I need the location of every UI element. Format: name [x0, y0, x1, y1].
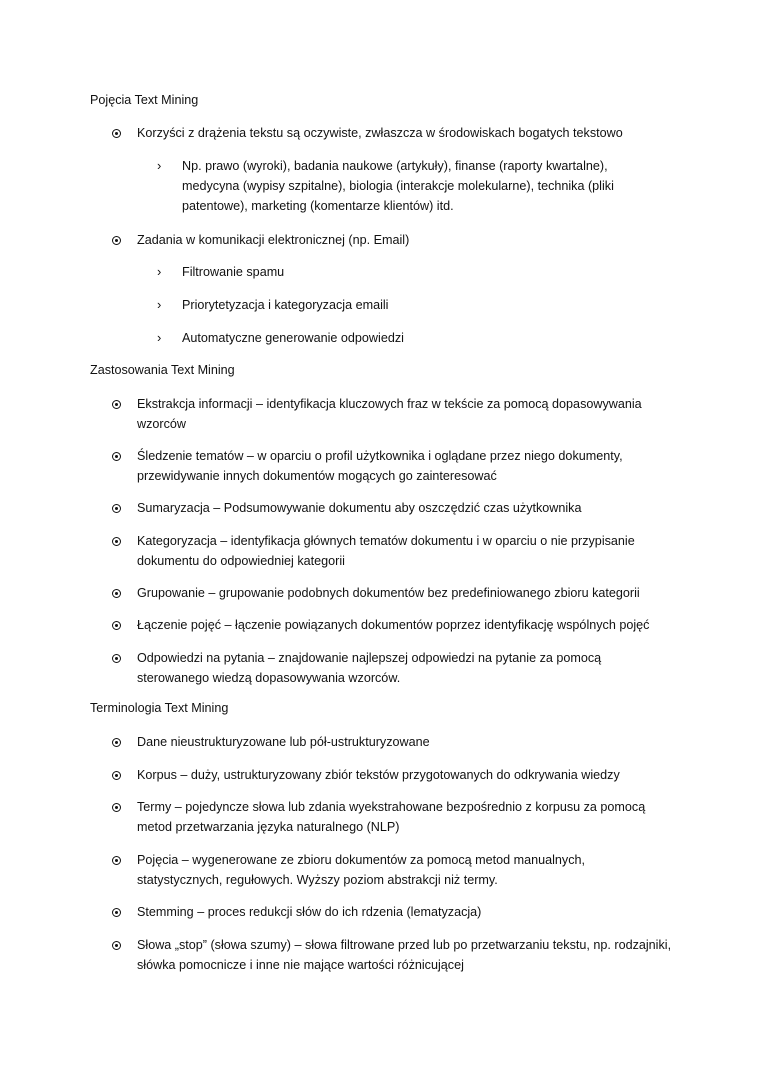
chevron-right-icon: › [157, 158, 162, 173]
list-item-text: Stemming – proces redukcji słów do ich rdzenia (lematyzacja) [137, 905, 482, 919]
bullet-circle-icon [112, 654, 121, 663]
bullet-circle-icon [112, 856, 121, 865]
section-heading: Zastosowania Text Mining [90, 363, 235, 377]
list-item-text: Sumaryzacja – Podsumowywanie dokumentu aby oszczędzić czas użytkownika [137, 501, 582, 515]
sub-list-item-text: Automatyczne generowanie odpowiedzi [182, 331, 404, 345]
list-item-text: Pojęcia – wygenerowane ze zbioru dokumentów za pomocą metod manualnych, statystycznych, regułowych. Wyższy poziom abstrakcji niż termy. [137, 853, 586, 887]
bullet-circle-icon [112, 400, 121, 409]
bullet-circle-icon [112, 621, 121, 630]
list-item-text: Dane nieustrukturyzowane lub pół-ustrukturyzowane [137, 735, 430, 749]
bullet-circle-icon [112, 129, 121, 138]
chevron-right-icon: › [157, 264, 162, 279]
list-item-text: Ekstrakcja informacji – identyfikacja kluczowych fraz w tekście za pomocą dopasowywania wzorców [137, 397, 642, 431]
sub-list-item-text: Np. prawo (wyroki), badania naukowe (artykuły), finanse (raporty kwartalne), medycyna (wypisy szpitalne), biologia (interakcje molekularne), technika (pliki patentowe), marketing (komentarze klientów) itd. [182, 159, 614, 213]
list-item-text: Odpowiedzi na pytania – znajdowanie najlepszej odpowiedzi na pytanie za pomocą sterowanego wiedzą dopasowywania wzorców. [137, 651, 602, 685]
bullet-circle-icon [112, 738, 121, 747]
bullet-circle-icon [112, 236, 121, 245]
section-heading: Pojęcia Text Mining [90, 93, 199, 107]
bullet-circle-icon [112, 803, 121, 812]
list-item-text: Termy – pojedyncze słowa lub zdania wyekstrahowane bezpośrednio z korpusu za pomocą metod przetwarzania języka naturalnego (NLP) [137, 800, 646, 834]
sub-list-item-text: Priorytetyzacja i kategoryzacja emaili [182, 298, 389, 312]
list-item-text: Kategoryzacja – identyfikacja głównych tematów dokumentu i w oparciu o nie przypisanie dokumentu do odpowiedniej kategorii [137, 534, 635, 568]
bullet-circle-icon [112, 941, 121, 950]
sub-list-item-text: Filtrowanie spamu [182, 265, 285, 279]
list-item-text: Słowa „stop” (słowa szumy) – słowa filtrowane przed lub po przetwarzaniu tekstu, np. rodzajniki, słówka pomocnicze i inne nie mające wartości różnicującej [137, 938, 672, 972]
bullet-circle-icon [112, 537, 121, 546]
list-item-text: Korpus – duży, ustrukturyzowany zbiór tekstów przygotowanych do odkrywania wiedzy [137, 768, 620, 782]
list-item-text: Łączenie pojęć – łączenie powiązanych dokumentów poprzez identyfikację wspólnych pojęć [137, 618, 650, 632]
bullet-circle-icon [112, 771, 121, 780]
list-item-text: Śledzenie tematów – w oparciu o profil użytkownika i oglądane przez niego dokumenty, przewidywanie innych dokumentów mogących go zainteresować [137, 449, 623, 483]
chevron-right-icon: › [157, 297, 162, 312]
section-heading: Terminologia Text Mining [90, 701, 229, 715]
bullet-circle-icon [112, 452, 121, 461]
list-item-text: Grupowanie – grupowanie podobnych dokumentów bez predefiniowanego zbioru kategorii [137, 586, 640, 600]
list-item-text: Korzyści z drążenia tekstu są oczywiste, zwłaszcza w środowiskach bogatych tekstowo [137, 126, 623, 140]
chevron-right-icon: › [157, 330, 162, 345]
bullet-circle-icon [112, 504, 121, 513]
bullet-circle-icon [112, 908, 121, 917]
list-item-text: Zadania w komunikacji elektronicznej (np. Email) [137, 233, 410, 247]
bullet-circle-icon [112, 589, 121, 598]
